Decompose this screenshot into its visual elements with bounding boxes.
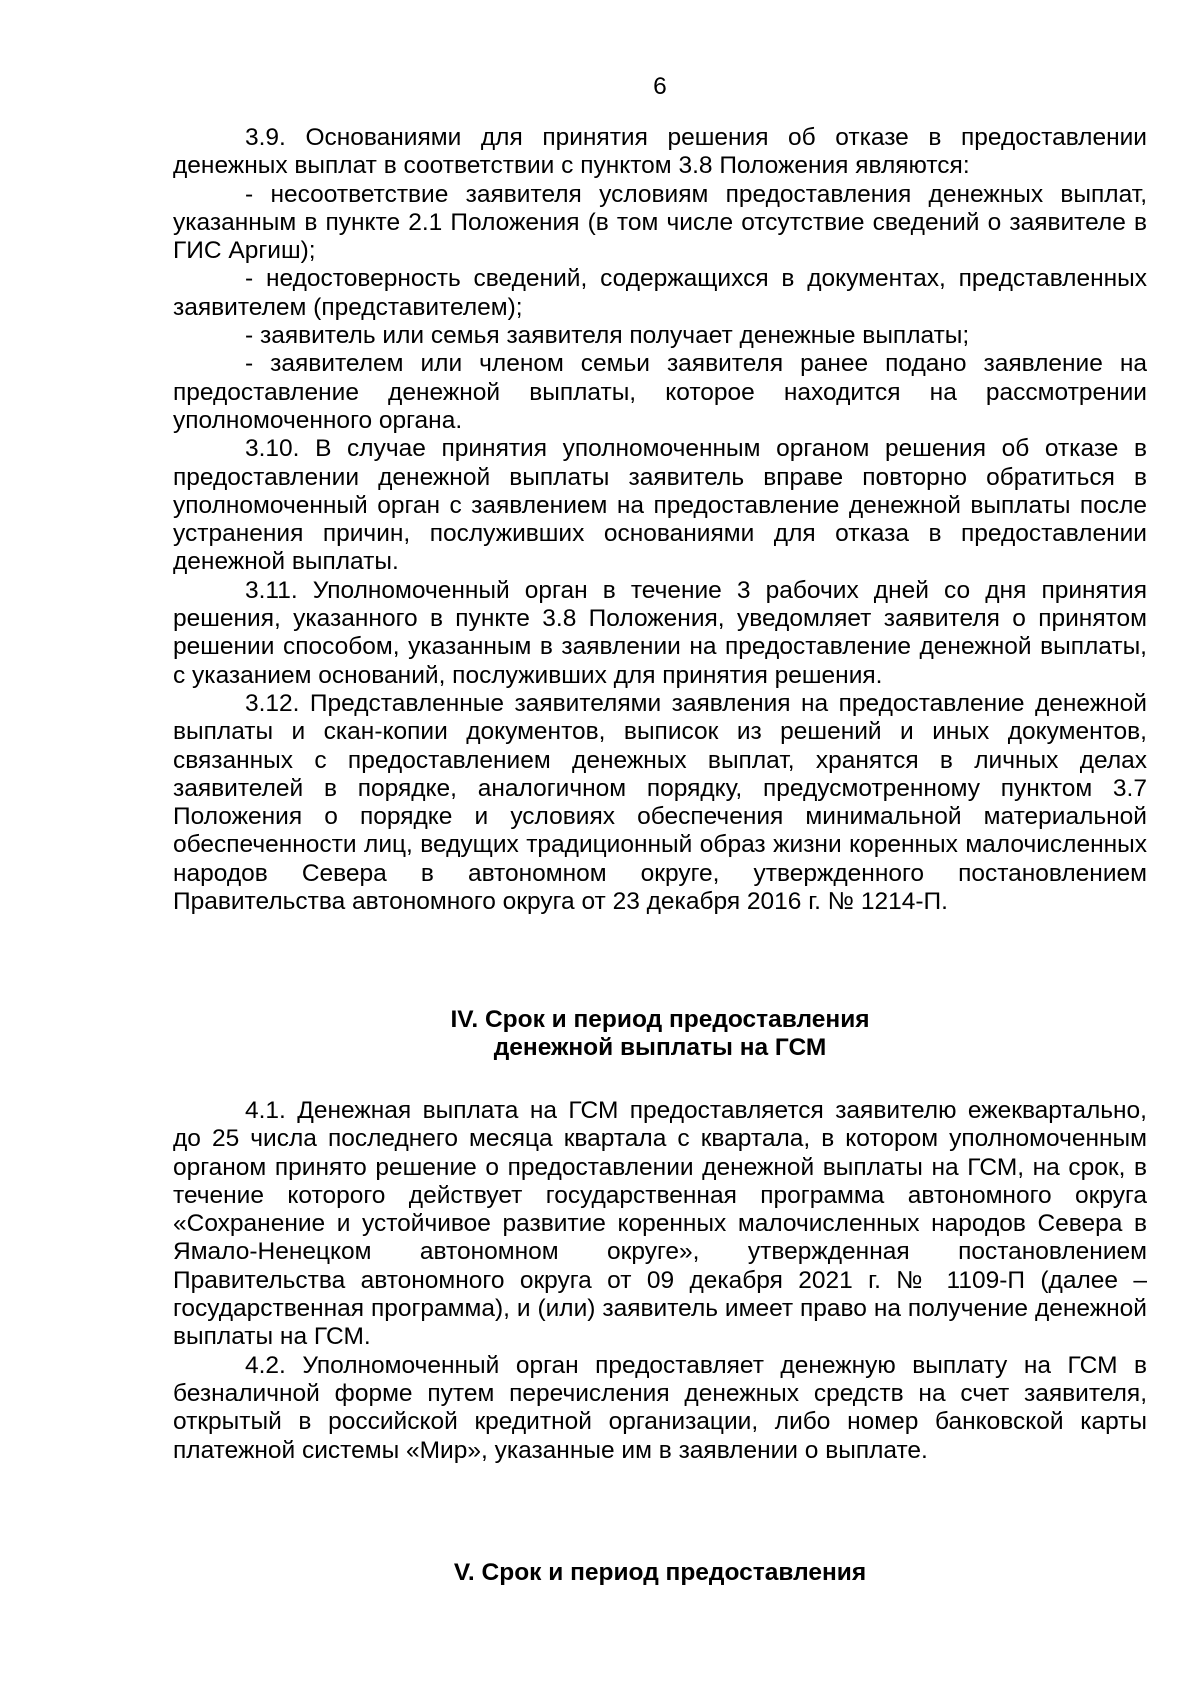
- section-heading-iv: [173, 1006, 1147, 1062]
- paragraph-3-12: 3.12. Представленные заявителями заявления на предоставление денежной выплаты и скан-копии документов, выписок из решений и иных документов, связанных с предоставлением денежных выплат, хранятся в личных делах заявителей в порядке, аналогичном порядку, предусмотренному пунктом 3.7 Положения о порядке и условиях обеспечения минимальной материальной обеспеченности лиц, ведущих традиционный образ жизни коренных малочисленных народов Севера в автономном округе, утвержденного постановлением Правительства автономного округа от 23 декабря 2016 г. № 1214-П.: [173, 689, 1147, 916]
- paragraph-3-11: 3.11. Уполномоченный орган в течение 3 рабочих дней со дня принятия решения, указанного в пункте 3.8 Положения, уведомляет заявителя о принятом решении способом, указанным в заявлении на предоставление денежной выплаты, с указанием оснований, послуживших для принятия решения.: [173, 576, 1147, 689]
- section-heading-v: [173, 1559, 1147, 1587]
- list-item-refusal-reason: - несоответствие заявителя условиям предоставления денежных выплат, указанным в пункте 2.1 Положения (в том числе отсутствие сведений о заявителе в ГИС Аргиш);: [173, 180, 1147, 265]
- paragraph-3-9: 3.9. Основаниями для принятия решения об отказе в предоставлении денежных выплат в соответствии с пунктом 3.8 Положения являются:: [173, 124, 1147, 180]
- section-heading-line: IV. Срок и период предоставления: [450, 1006, 870, 1033]
- page-number: 6: [653, 73, 667, 100]
- paragraph-4-1: 4.1. Денежная выплата на ГСМ предоставляется заявителю ежеквартально, до 25 числа последнего месяца квартала с квартала, в котором уполномоченным органом принято решение о предоставлении денежной выплаты на ГСМ, на срок, в течение которого действует государственная программа автономного округа «Сохранение и устойчивое развитие коренных малочисленных народов Севера в Ямало-Ненецком автономном округе», утвержденная постановлением Правительства автономного округа от 09 декабря 2021 г. № 1109-П (далее – государственная программа), и (или) заявитель имеет право на получение денежной выплаты на ГСМ.: [173, 1097, 1147, 1351]
- section-heading-line: денежной выплаты на ГСМ: [493, 1034, 827, 1061]
- list-item-refusal-reason: - заявитель или семья заявителя получает денежные выплаты;: [245, 322, 970, 350]
- paragraphs-block-section4: [173, 1097, 1147, 1465]
- list-item-refusal-reason: - заявителем или членом семьи заявителя ранее подано заявление на предоставление денежной выплаты, которое находится на рассмотрении уполномоченного органа.: [173, 350, 1147, 434]
- paragraphs-block-section3: [173, 124, 1147, 916]
- list-item-refusal-reason: - недостоверность сведений, содержащихся в документах, представленных заявителем (представителем);: [173, 265, 1147, 321]
- paragraph-3-10: 3.10. В случае принятия уполномоченным органом решения об отказе в предоставлении денежной выплаты заявитель вправе повторно обратиться в уполномоченный орган с заявлением на предоставление денежной выплаты после устранения причин, послуживших основаниями для отказа в предоставлении денежной выплаты.: [173, 435, 1147, 576]
- paragraph-4-2: 4.2. Уполномоченный орган предоставляет денежную выплату на ГСМ в безналичной форме путем перечисления денежных средств на счет заявителя, открытый в российской кредитной организации, либо номер банковской карты платежной системы «Мир», указанные им в заявлении о выплате.: [173, 1351, 1147, 1464]
- section-heading-line: V. Срок и период предоставления: [453, 1559, 867, 1586]
